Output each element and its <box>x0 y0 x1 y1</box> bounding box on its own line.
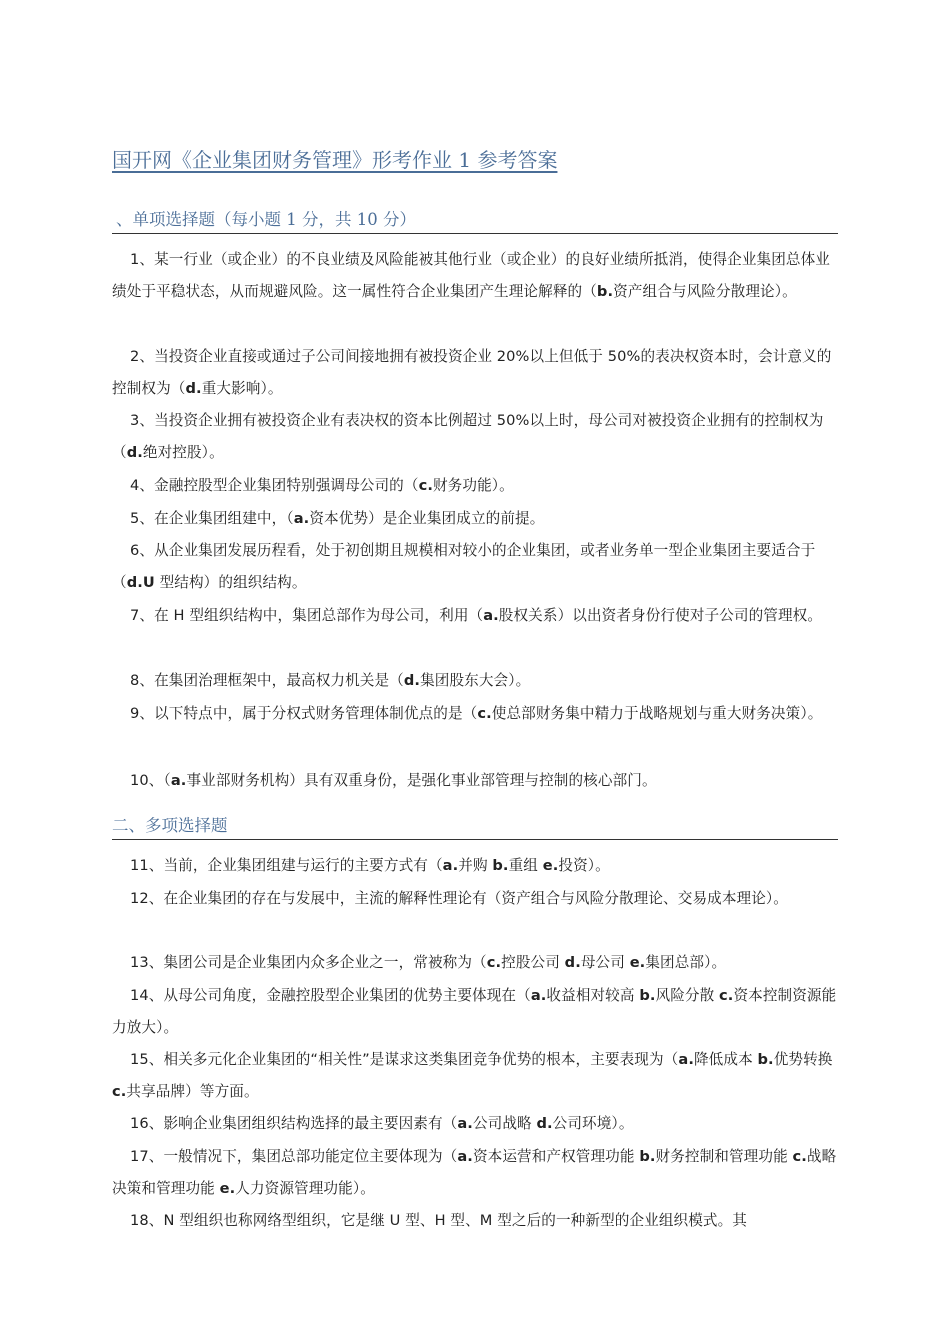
question-7: 7、在 H 型组织结构中，集团总部作为母公司，利用（a.股权关系）以出资者身份行使对子公司的管理权。 <box>130 607 823 624</box>
question-9: 9、以下特点中，属于分权式财务管理体制优点的是（c.使总部财务集中精力于战略规划与重大财务决策）。 <box>130 705 823 722</box>
question-17: 17、一般情况下，集团总部功能定位主要体现为（a.资本运营和产权管理功能 b.财务控制和管理功能 c.战略决策和管理功能 e.人力资源管理功能）。 <box>112 1148 837 1197</box>
question-12: 12、在企业集团的存在与发展中，主流的解释性理论有（资产组合与风险分散理论、交易成本理论）。 <box>130 890 788 907</box>
question-13: 13、集团公司是企业集团内众多企业之一，常被称为（c.控股公司 d.母公司 e.集团总部）。 <box>130 954 727 971</box>
question-3: 3、当投资企业拥有被投资企业有表决权的资本比例超过 50%以上时，母公司对被投资企业拥有的控制权为（d.绝对控股）。 <box>112 412 824 461</box>
question-1: 1、某一行业（或企业）的不良业绩及风险能被其他行业（或企业）的良好业绩所抵消，使得企业集团总体业绩处于平稳状态，从而规避风险。这一属性符合企业集团产生理论解释的（b.资产组合与风险分散理论）。 <box>112 251 830 300</box>
question-16: 16、影响企业集团组织结构选择的最主要因素有（a.公司战略 d.公司环境）。 <box>130 1115 634 1132</box>
question-11: 11、当前，企业集团组建与运行的主要方式有（a.并购 b.重组 e.投资）。 <box>130 857 610 874</box>
question-6: 6、从企业集团发展历程看，处于初创期且规模相对较小的企业集团，或者业务单一型企业集团主要适合于（d.U 型结构）的组织结构。 <box>112 542 816 591</box>
section-heading-multiple-choice: 二、多项选择题 <box>112 812 838 840</box>
section-heading-single-choice: 、单项选择题（每小题 1 分，共 10 分） <box>112 206 838 234</box>
question-18: 18、N 型组织也称网络型组织，它是继 U 型、H 型、M 型之后的一种新型的企业组织模式。其 <box>130 1212 748 1229</box>
question-4: 4、金融控股型企业集团特别强调母公司的（c.财务功能）。 <box>130 477 514 494</box>
question-8: 8、在集团治理框架中，最高权力机关是（d.集团股东大会）。 <box>130 672 531 689</box>
question-15: 15、相关多元化企业集团的“相关性”是谋求这类集团竞争优势的根本，主要表现为（a.降低成本 b.优势转换 c.共享品牌）等方面。 <box>112 1051 833 1100</box>
question-5: 5、在企业集团组建中，（a.资本优势）是企业集团成立的前提。 <box>130 510 545 527</box>
question-2: 2、当投资企业直接或通过子公司间接地拥有被投资企业 20%以上但低于 50%的表决权资本时，会计意义的控制权为（d.重大影响）。 <box>112 348 832 397</box>
document-title: 国开网《企业集团财务管理》形考作业 1 参考答案 <box>112 148 558 172</box>
question-14: 14、从母公司角度，金融控股型企业集团的优势主要体现在（a.收益相对较高 b.风险分散 c.资本控制资源能力放大）。 <box>112 987 837 1036</box>
question-10: 10、（a.事业部财务机构）具有双重身份，是强化事业部管理与控制的核心部门。 <box>130 772 657 789</box>
